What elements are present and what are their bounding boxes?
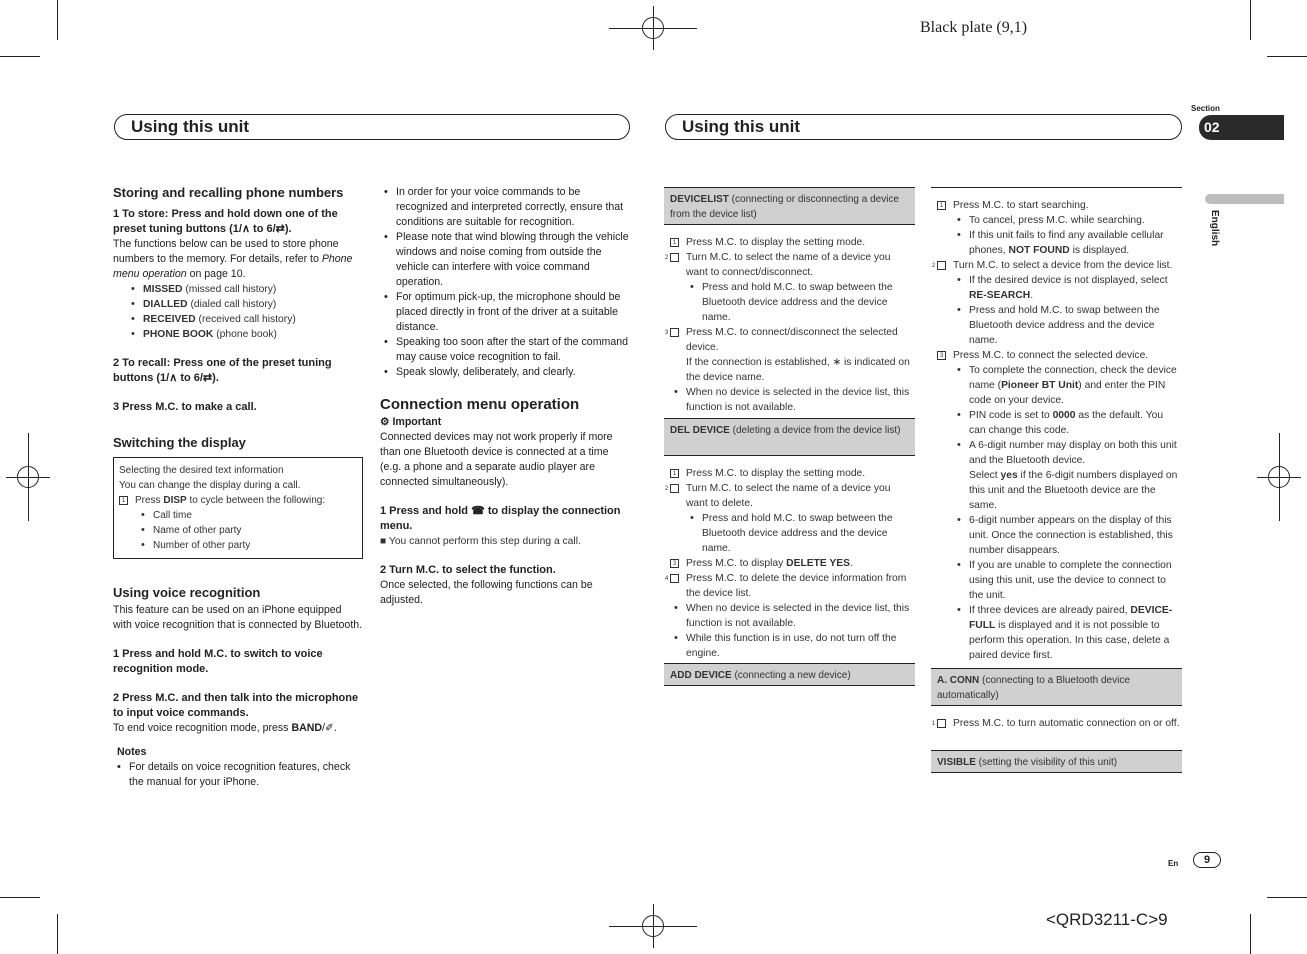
voice-text: This feature can be used on an iPhone equipped with voice recognition that is connected by Bluetooth. <box>113 604 363 631</box>
language-tab <box>1205 194 1284 204</box>
box-step: 1 Press DISP to cycle between the following: <box>119 493 357 508</box>
devicelist-steps <box>664 225 915 415</box>
display-info-box <box>113 457 363 559</box>
right-page-title: Using this unit <box>665 114 1182 140</box>
devicelist-header: DEVICELIST (connecting or disconnecting a device from the device list) <box>664 187 915 225</box>
sub-list <box>953 273 1182 348</box>
step-connection-1: 1 Press and hold ☎ to display the connection menu. <box>380 505 621 532</box>
list-item: • In order for your voice commands to be recognized and interpreted correctly, ensure that conditions are suitable for recognition. <box>380 185 632 230</box>
section-label: Section <box>1191 104 1220 113</box>
heading-connection: Connection menu operation <box>380 396 580 413</box>
list-item: • DIALLED (dialed call history) <box>127 297 363 312</box>
step: 4 Press M.C. to delete the device information from the device list. <box>664 573 907 599</box>
step: 2 Turn M.C. to select a device from the device list. <box>931 260 1173 271</box>
left-page-title: Using this unit <box>114 114 630 140</box>
list-item: • Speak slowly, deliberately, and clearly. <box>380 365 632 380</box>
crop-mark <box>1250 914 1251 954</box>
heading-voice: Using voice recognition <box>113 585 261 600</box>
step: 1 Press M.C. to start searching. <box>937 198 1182 213</box>
list-item: • Press and hold M.C. to swap between the Bluetooth device address and the device name. <box>953 303 1182 348</box>
crop-mark <box>1267 56 1307 57</box>
step: 1 Press M.C. to display the setting mode. <box>670 235 915 250</box>
step-voice-1: 1 Press and hold M.C. to switch to voice recognition mode. <box>113 648 323 675</box>
step: 2 Turn M.C. to select the name of a device you want to connect/disconnect. <box>664 252 891 278</box>
list-item: • PHONE BOOK (phone book) <box>127 327 363 342</box>
plate-label: Black plate (9,1) <box>920 19 1028 36</box>
box-line: Selecting the desired text information <box>119 465 284 476</box>
list-item: • When no device is selected in the device list, this function is not available. <box>670 385 915 415</box>
list-item: • To cancel, press M.C. while searching. <box>953 213 1182 228</box>
step: 1 Press M.C. to turn automatic connection on or off. <box>931 718 1180 729</box>
crop-mark <box>57 914 58 954</box>
language-label: English <box>1209 210 1220 247</box>
important-label: ⚙ Important <box>380 416 442 428</box>
list-item: • While this function is in use, do not turn off the engine. <box>670 631 915 661</box>
step-voice-2: 2 Press M.C. and then talk into the microphone to input voice commands. <box>113 692 359 719</box>
crop-mark <box>0 897 40 898</box>
list-item: • Press and hold M.C. to swap between the Bluetooth device address and the device name. <box>686 280 915 325</box>
language-code: En <box>1168 859 1179 868</box>
step-connection-2: 2 Turn M.C. to select the function. <box>380 564 556 576</box>
crop-mark <box>57 0 58 40</box>
list-item: • When no device is selected in the device list, this function is not available. <box>670 601 915 631</box>
voice-end-text: To end voice recognition mode, press BAND/✐. <box>113 722 337 734</box>
adddevice-header: ADD DEVICE (connecting a new device) <box>664 663 915 686</box>
list-item: • For optimum pick-up, the microphone should be placed directly in front of the driver at a suitable distance. <box>380 290 632 335</box>
connection-text: Once selected, the following functions can be adjusted. <box>380 579 593 606</box>
adddevice-steps <box>931 187 1182 663</box>
step: 2 Turn M.C. to select the name of a device you want to delete. <box>664 483 891 509</box>
notes-heading: Notes <box>117 746 147 758</box>
important-icon: ⚙ <box>380 416 390 428</box>
step: 3 Press M.C. to display DELETE YES. <box>670 556 915 571</box>
list-item: • If you are unable to complete the connection using this unit, use the device to connect to the unit. <box>953 558 1182 603</box>
store-text: The functions below can be used to store phone numbers to the memory. For details, refer to Phone menu operation on page 10. <box>113 238 353 280</box>
notes-list <box>113 760 363 790</box>
display-list <box>137 508 357 553</box>
list-item: • Name of other party <box>137 523 357 538</box>
sub-list <box>953 363 1182 663</box>
sub-list <box>686 280 915 325</box>
deldevice-steps <box>664 456 915 661</box>
sub-list <box>686 511 915 556</box>
list-item: • If three devices are already paired, DEVICE-FULL is displayed and it is not possible to perform this operation. In this case, delete a paired device first. <box>953 603 1182 663</box>
document-code: <QRD3211-C>9 <box>1046 910 1168 929</box>
crop-mark <box>0 56 40 57</box>
connection-note: ■ You cannot perform this step during a call. <box>380 536 581 547</box>
voice-tips-list <box>380 185 632 380</box>
important-text: Connected devices may not work properly if more than one Bluetooth device is connected at a time (e.g. a phone and a separate audio player are connected simultaneously). <box>380 431 613 488</box>
list-item: • If the desired device is not displayed, select RE-SEARCH. <box>953 273 1182 303</box>
list-item: • Call time <box>137 508 357 523</box>
step-recall: 2 To recall: Press one of the preset tuning buttons (1/∧ to 6/⇄). <box>113 357 332 384</box>
list-item: • Number of other party <box>137 538 357 553</box>
sub-list <box>953 213 1182 258</box>
aconn-header: A. CONN (connecting to a Bluetooth device automatically) <box>931 668 1182 706</box>
sub-list <box>670 385 915 415</box>
heading-storing: Storing and recalling phone numbers <box>113 185 344 200</box>
step-call: 3 Press M.C. to make a call. <box>113 401 257 413</box>
column-3 <box>664 187 915 686</box>
page-number: 9 <box>1193 852 1221 868</box>
list-item: • PIN code is set to 0000 as the default. You can change this code. <box>953 408 1182 438</box>
list-item: • Please note that wind blowing through the vehicle windows and noise coming from outside the vehicle can interfere with voice command operation. <box>380 230 632 290</box>
crop-mark <box>1267 897 1307 898</box>
list-item: • RECEIVED (received call history) <box>127 312 363 327</box>
list-item: • Press and hold M.C. to swap between the Bluetooth device address and the device name. <box>686 511 915 556</box>
list-item: • For details on voice recognition features, check the manual for your iPhone. <box>113 760 363 790</box>
heading-switching: Switching the display <box>113 435 246 450</box>
list-item: • To complete the connection, check the device name (Pioneer BT Unit) and enter the PIN code on your device. <box>953 363 1182 408</box>
phone-icon: ☎ <box>471 505 485 517</box>
section-number: 02 <box>1199 115 1284 140</box>
list-item: • If this unit fails to find any available cellular phones, NOT FOUND is displayed. <box>953 228 1182 258</box>
column-4 <box>931 187 1182 773</box>
visible-header: VISIBLE (setting the visibility of this unit) <box>931 750 1182 773</box>
list-item: • 6-digit number appears on the display of this unit. Once the connection is established, this number disappears. <box>953 513 1182 558</box>
list-item: • Speaking too soon after the start of the command may cause voice recognition to fail. <box>380 335 632 365</box>
list-item: • A 6-digit number may display on both this unit and the Bluetooth device. Select yes if the 6-digit numbers displayed on this unit and the Bluetooth device are the same. <box>953 438 1182 513</box>
step: 3 Press M.C. to connect/disconnect the selected device. <box>664 327 898 353</box>
step-store: 1 To store: Press and hold down one of the preset tuning buttons (1/∧ to 6/⇄). <box>113 208 338 235</box>
step: 3 Press M.C. to connect the selected device. <box>937 348 1182 363</box>
history-list <box>127 282 363 342</box>
box-line: You can change the display during a call. <box>119 480 301 491</box>
column-2 <box>380 185 632 608</box>
step: 1 Press M.C. to display the setting mode. <box>670 466 915 481</box>
list-item: • MISSED (missed call history) <box>127 282 363 297</box>
sub-list <box>670 601 915 661</box>
crop-mark <box>1250 0 1251 40</box>
column-1 <box>113 185 363 790</box>
step-text: If the connection is established, ∗ is indicated on the device name. <box>686 357 910 383</box>
deldevice-header: DEL DEVICE (deleting a device from the device list) <box>664 418 915 456</box>
aconn-steps <box>931 706 1182 750</box>
